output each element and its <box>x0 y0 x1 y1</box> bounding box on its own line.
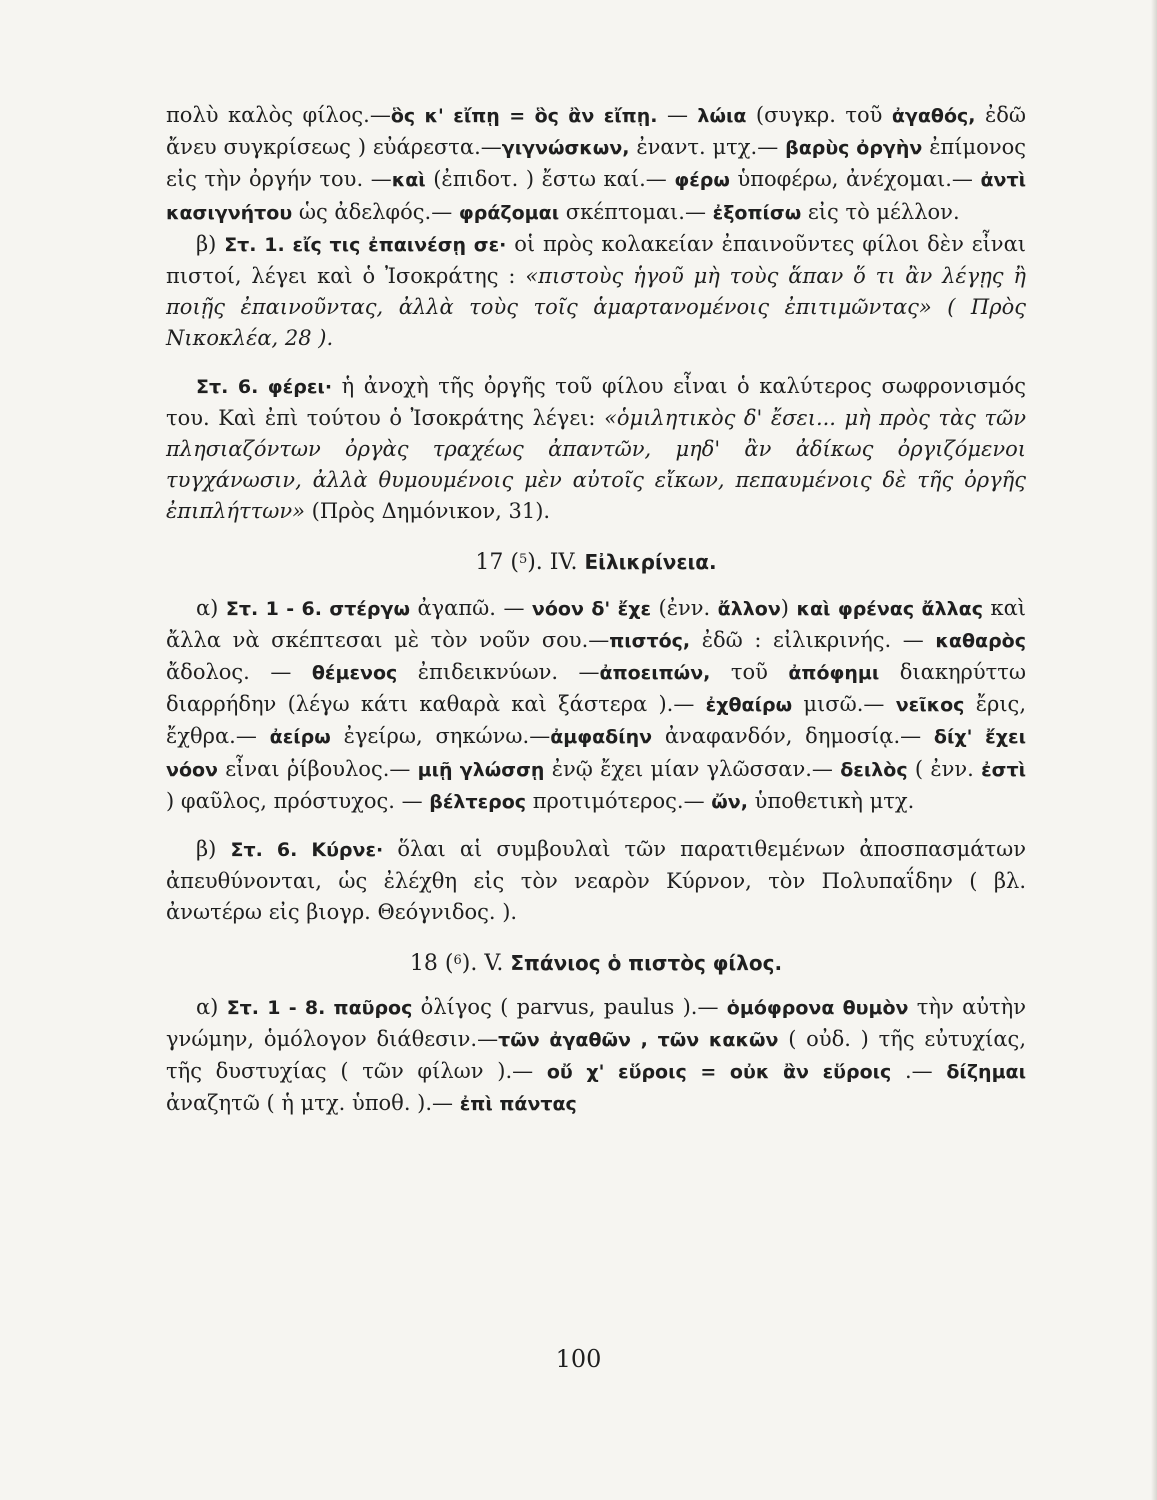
paragraph-verse-6: Στ. 6. φέρει· ἡ ἀνοχὴ τῆς ὀργῆς τοῦ φίλου εἶναι ὁ καλύτερος σωφρονισμός του. Καὶ ἐπὶ τούτου ὁ Ἰσοκράτης λέγει: «ὁμιλητικὸς δ' ἔσει... μὴ πρὸς τὰς τῶν πλησιαζόντων ὀργὰς τραχέως ἀπαντῶν, μηδ' ἂν ἀδίκως ὀργιζόμενοι τυγχάνωσιν, ἀλλὰ θυμουμένοις μὲν αὐτοῖς εἴκων, πεπαυμένοις δὲ τῆς ὀργῆς ἐπιπλήττων» (Πρὸς Δημόνικον, 31). <box>166 373 1026 524</box>
section-heading-17: 17 ($^5$). IV. Εἰλικρίνεια. <box>475 549 717 575</box>
paragraph-glossary-1: πολὺ καλὸς φίλος.—ὃς κ' εἴπῃ = ὃς ἂν εἴπῃ. — λώια (συγκρ. τοῦ ἀγαθός, ἐδῶ ἄνευ συγκρίσεως ) εὐάρεστα.—γιγνώσκων, ἐναντ. μτχ.— βαρὺς ὀργὴν ἐπίμονος εἰς τὴν ὀργήν του. —καὶ (ἐπιδοτ. ) ἔστω καί.— φέρω ὑποφέρω, ἀνέχομαι.— ἀντὶ κασιγνήτου ὡς ἀδελφός.— φράζομαι σκέπτομαι.— ἐξοπίσω εἰς τὸ μέλλον. <box>166 103 1027 224</box>
paragraph-alpha-verses-1-6: α) Στ. 1 - 6. στέργω ἀγαπῶ. — νόον δ' ἔχε (ἐνν. ἄλλον) καὶ φρένας ἄλλας καὶ ἄλλα νὰ σκέπτεσαι μὲ τὸν νοῦν σου.—πιστός, ἐδῶ : εἰλικρινής. — καθαρὸς ἄδολος. — θέμενος ἐπιδεικνύων. —ἀποειπών, τοῦ ἀπόφημι διακηρύττω διαρρήδην (λέγω κάτι καθαρὰ καὶ ξάστερα ).— ἐχθαίρω μισῶ.— νεῖκος ἔρις, ἔχθρα.— ἀείρω ἐγείρω, σηκώνω.—ἀμφαδίην ἀναφανδόν, δημοσίᾳ.— δίχ' ἔχει νόον εἶναι ῥίβουλος.— μιῇ γλώσσῃ ἐνῷ ἔχει μίαν γλῶσσαν.— δειλὸς ( ἐνν. ἐστὶ ) φαῦλος, πρόστυχος. — βέλτερος προτιμότερος.— ὤν, ὑποθετικὴ μτχ. <box>166 595 1027 813</box>
page-number: 100 <box>555 1345 602 1373</box>
paragraph-alpha-verses-1-8: α) Στ. 1 - 8. παῦρος ὀλίγος ( parvus, paulus ).— ὁμόφρονα θυμὸν τὴν αὐτὴν γνώμην, ὁμόλογον διάθεσιν.—τῶν ἀγαθῶν , τῶν κακῶν ( οὐδ. ) τῆς εὐτυχίας, τῆς δυστυχίας ( τῶν φίλων ).— οὔ χ' εὕροις = οὐκ ἂν εὕροις .— δίζημαι ἀναζητῶ ( ἡ μτχ. ὑποθ. ).— ἐπὶ πάντας <box>166 994 1027 1116</box>
section-heading-18: 18 ($^6$). V. Σπάνιος ὁ πιστὸς φίλος. <box>409 950 783 976</box>
paragraph-beta-verse-6: β) Στ. 6. Κύρνε· ὅλαι αἱ συμβουλαὶ τῶν παρατιθεμένων ἀποσπασμάτων ἀπευθύνονται, ὡς ἐλέχθη εἰς τὸν νεαρὸν Κύρνον, τὸν Πολυπαΐδην ( βλ. ἀνωτέρω εἰς βιογρ. Θεόγνιδος. ). <box>166 837 1026 925</box>
page-edge-shadow <box>1151 0 1157 1500</box>
paragraph-beta-verse-1: β) Στ. 1. εἴς τις ἐπαινέσῃ σε· οἱ πρὸς κολακείαν ἐπαινοῦντες φίλοι δὲν εἶναι πιστοί, λέγει καὶ ὁ Ἰσοκράτης : «πιστοὺς ἡγοῦ μὴ τοὺς ἅπαν ὅ τι ἂν λέγῃς ἢ ποιῇς ἐπαινοῦντας, ἀλλὰ τοὺς τοῖς ἁμαρτανομένοις ἐπιτιμῶντας» ( Πρὸς Νικοκλέα, 28 ). <box>166 231 1026 351</box>
page-body <box>166 100 1026 1120</box>
